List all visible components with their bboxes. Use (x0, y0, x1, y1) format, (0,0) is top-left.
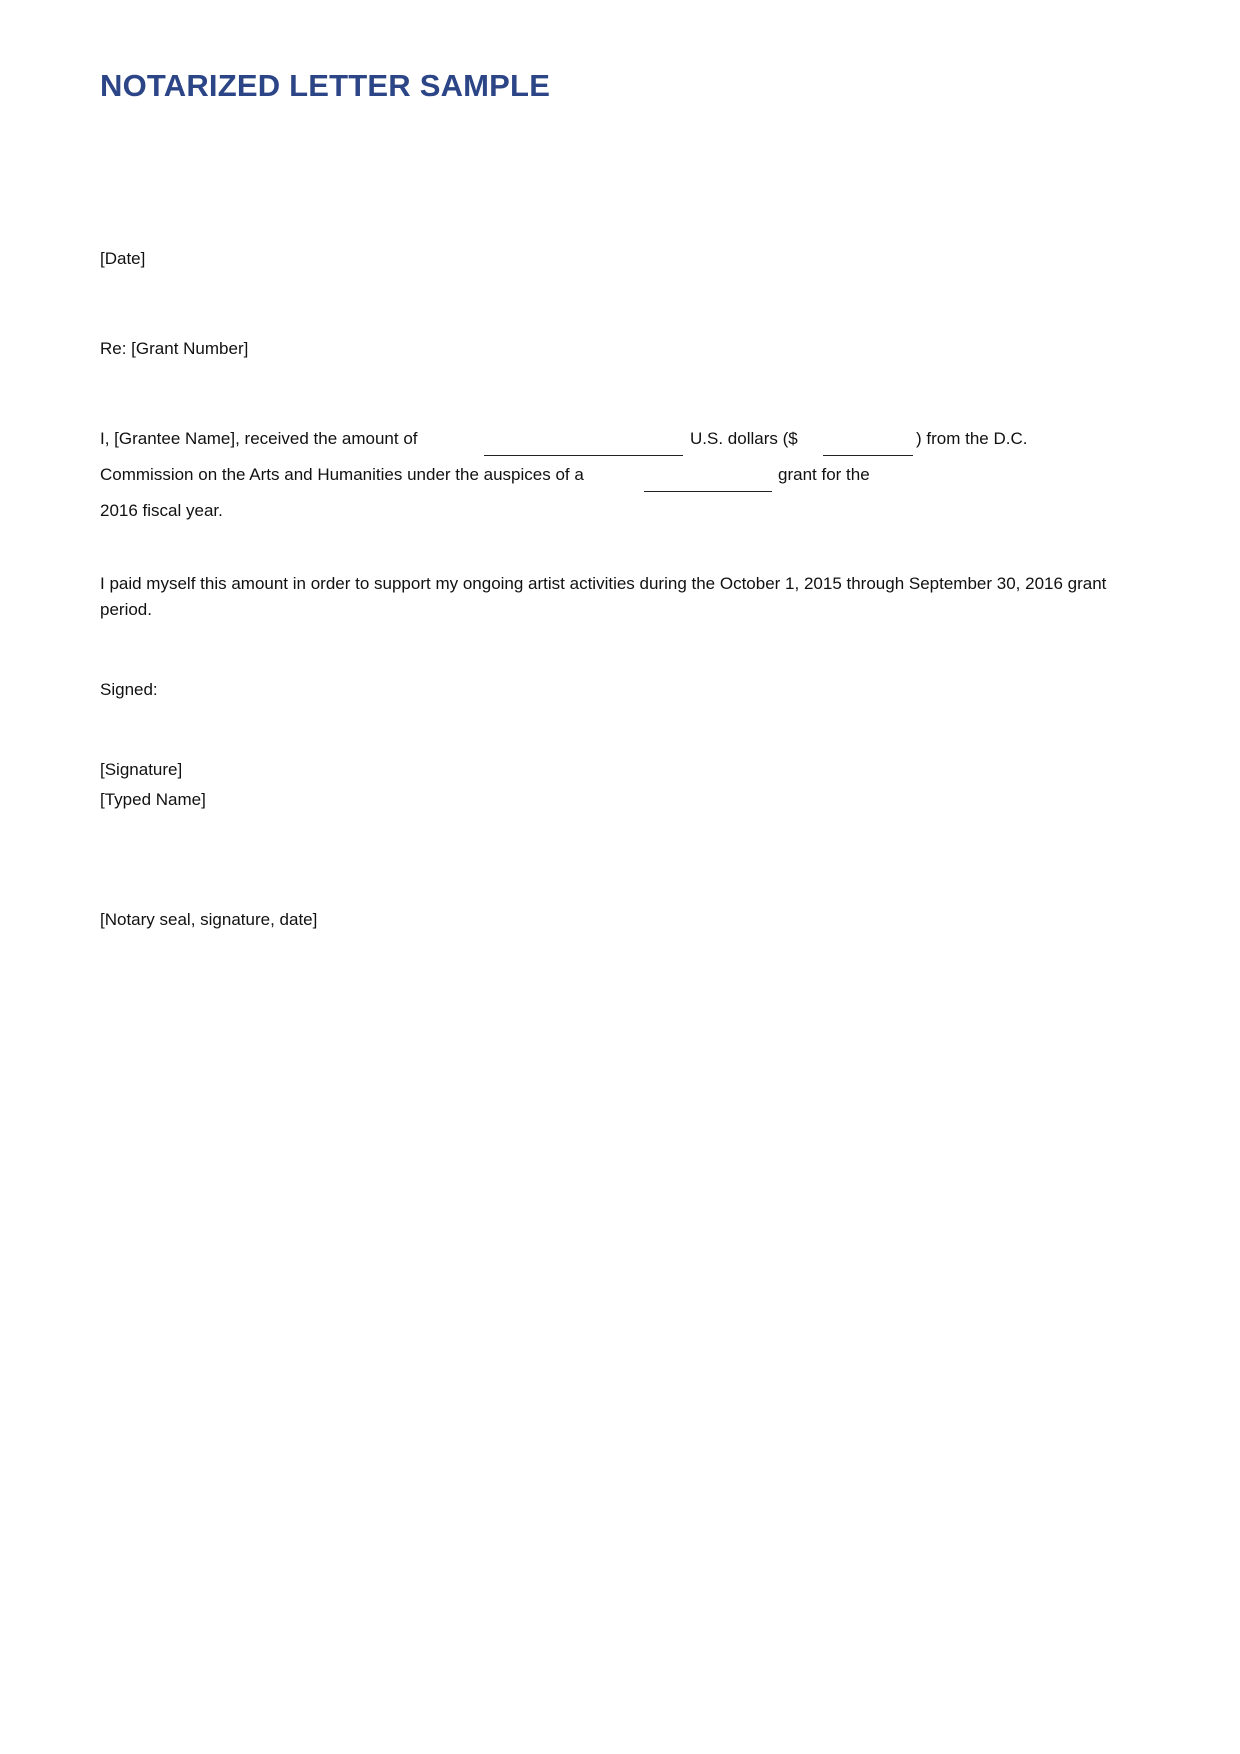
amount-words-blank[interactable] (484, 455, 683, 456)
paragraph1-line1-end: ) from the D.C. (916, 429, 1028, 448)
paragraph1-line1-mid: U.S. dollars ($ (690, 429, 798, 448)
paragraph1-line1-start: I, [Grantee Name], received the amount of (100, 429, 418, 448)
notary-placeholder: [Notary seal, signature, date] (100, 910, 318, 929)
date-placeholder: [Date] (100, 249, 146, 268)
grant-type-blank[interactable] (644, 491, 772, 492)
amount-numeric-blank[interactable] (823, 455, 913, 456)
paragraph1-line2-end: grant for the (778, 465, 870, 484)
paragraph1-line2-start: Commission on the Arts and Humanities under the auspices of a (100, 465, 584, 484)
paragraph1-line3: 2016 fiscal year. (100, 501, 223, 520)
document-title: NOTARIZED LETTER SAMPLE (100, 68, 551, 103)
signed-label: Signed: (100, 680, 158, 699)
paragraph2: I paid myself this amount in order to support my ongoing artist activities during the October 1, 2015 through September 30, 2016 grant period. (100, 574, 1107, 619)
signature-placeholder: [Signature] (100, 760, 183, 779)
typed-name-placeholder: [Typed Name] (100, 790, 206, 809)
grant-reference: Re: [Grant Number] (100, 339, 249, 358)
